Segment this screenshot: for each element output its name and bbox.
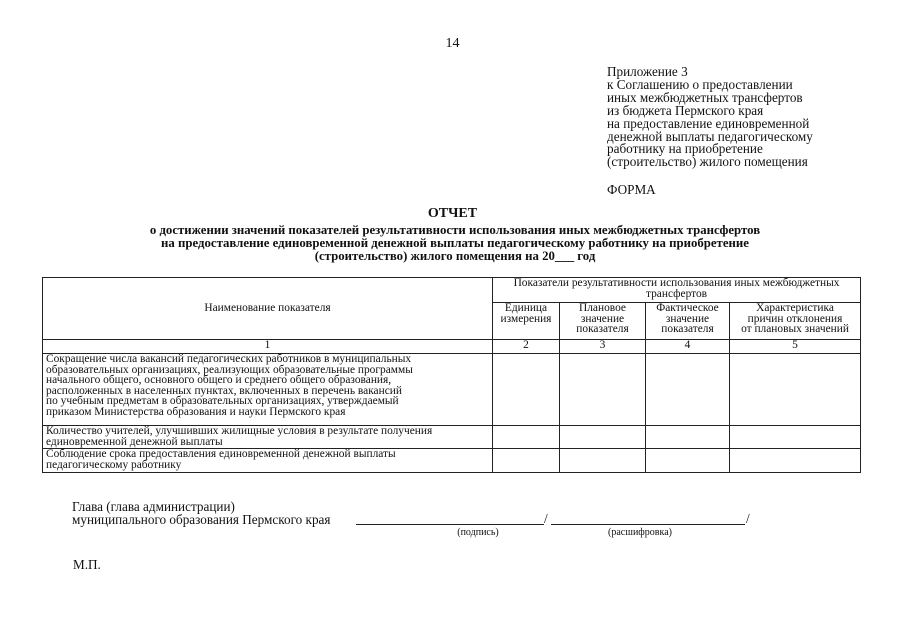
table-row bbox=[43, 449, 861, 473]
planned-value-cell[interactable] bbox=[560, 449, 646, 473]
appendix-line: (строительство) жилого помещения bbox=[607, 154, 808, 170]
unit-cell[interactable] bbox=[493, 354, 560, 426]
planned-value-cell[interactable] bbox=[560, 426, 646, 449]
column-number: 5 bbox=[730, 340, 861, 354]
column-number: 2 bbox=[493, 340, 560, 354]
header-planned: Плановое значение показателя bbox=[560, 303, 646, 340]
deviation-cell[interactable] bbox=[730, 354, 861, 426]
form-label: ФОРМА bbox=[607, 182, 656, 197]
deviation-cell[interactable] bbox=[730, 426, 861, 449]
appendix-block bbox=[607, 66, 897, 169]
appendix-line: на предоставление единовременной bbox=[607, 115, 810, 131]
indicator-name: Сокращение числа вакансий педагогических работников в муниципальных образовательных организациях, реализующих образовательные программы начального общего, основного общего и среднего общего образования, расположенных в населенных пунктах, включенных в перечень вакансий по учебным предметам в образовательных организациях, утверждаемый приказом Министерства образования и науки Пермского края bbox=[43, 354, 493, 426]
signature-slash: / bbox=[544, 511, 548, 526]
table-row bbox=[43, 354, 861, 426]
header-indicator-name: Наименование показателя bbox=[43, 278, 493, 340]
actual-value-cell[interactable] bbox=[646, 426, 730, 449]
appendix-line: к Соглашению о предоставлении bbox=[607, 76, 793, 92]
header-actual: Фактическое значение показателя bbox=[646, 303, 730, 340]
column-number: 4 bbox=[646, 340, 730, 354]
document-subtitle bbox=[60, 224, 850, 264]
appendix-line: иных межбюджетных трансфертов bbox=[607, 89, 803, 105]
indicator-name: Количество учителей, улучшивших жилищные условия в результате получения единовременной денежной выплаты bbox=[43, 426, 493, 449]
subtitle-line: (строительство) жилого помещения на 20___ год bbox=[314, 249, 596, 264]
indicator-name: Соблюдение срока предоставления единовременной денежной выплаты педагогическому работнику bbox=[43, 449, 493, 473]
deviation-cell[interactable] bbox=[730, 449, 861, 473]
page-number: 14 bbox=[445, 36, 460, 51]
column-number: 1 bbox=[43, 340, 493, 354]
planned-value-cell[interactable] bbox=[560, 354, 646, 426]
appendix-line: денежной выплаты педагогическому bbox=[607, 128, 813, 144]
appendix-line: Приложение 3 bbox=[607, 64, 688, 79]
seal-label: М.П. bbox=[73, 557, 101, 572]
report-table bbox=[42, 277, 861, 473]
document-title: ОТЧЕТ bbox=[427, 206, 478, 221]
unit-cell[interactable] bbox=[493, 426, 560, 449]
header-unit: Единица измерения bbox=[493, 303, 560, 340]
actual-value-cell[interactable] bbox=[646, 354, 730, 426]
appendix-line: из бюджета Пермского края bbox=[607, 102, 764, 118]
subtitle-line: о достижении значений показателей результативности использования иных межбюджетных трансфертов bbox=[149, 223, 761, 237]
table-row bbox=[43, 426, 861, 449]
header-deviation: Характеристика причин отклонения от плановых значений bbox=[730, 303, 861, 340]
subtitle-line: на предоставление единовременной денежной выплаты педагогическому работнику на приобретение bbox=[161, 236, 749, 251]
signature-line[interactable] bbox=[356, 524, 544, 525]
decoding-caption: (расшифровка) bbox=[608, 527, 672, 538]
decoding-line[interactable] bbox=[551, 524, 745, 525]
signature-label: Глава (глава администрации) муниципального образования Пермского края bbox=[72, 499, 331, 528]
appendix-line: работнику на приобретение bbox=[607, 141, 763, 157]
signature-caption: (подпись) bbox=[457, 527, 499, 538]
column-number: 3 bbox=[560, 340, 646, 354]
actual-value-cell[interactable] bbox=[646, 449, 730, 473]
unit-cell[interactable] bbox=[493, 449, 560, 473]
header-group: Показатели результативности использования иных межбюджетных трансфертов bbox=[493, 278, 861, 303]
decoding-slash: / bbox=[746, 511, 750, 526]
